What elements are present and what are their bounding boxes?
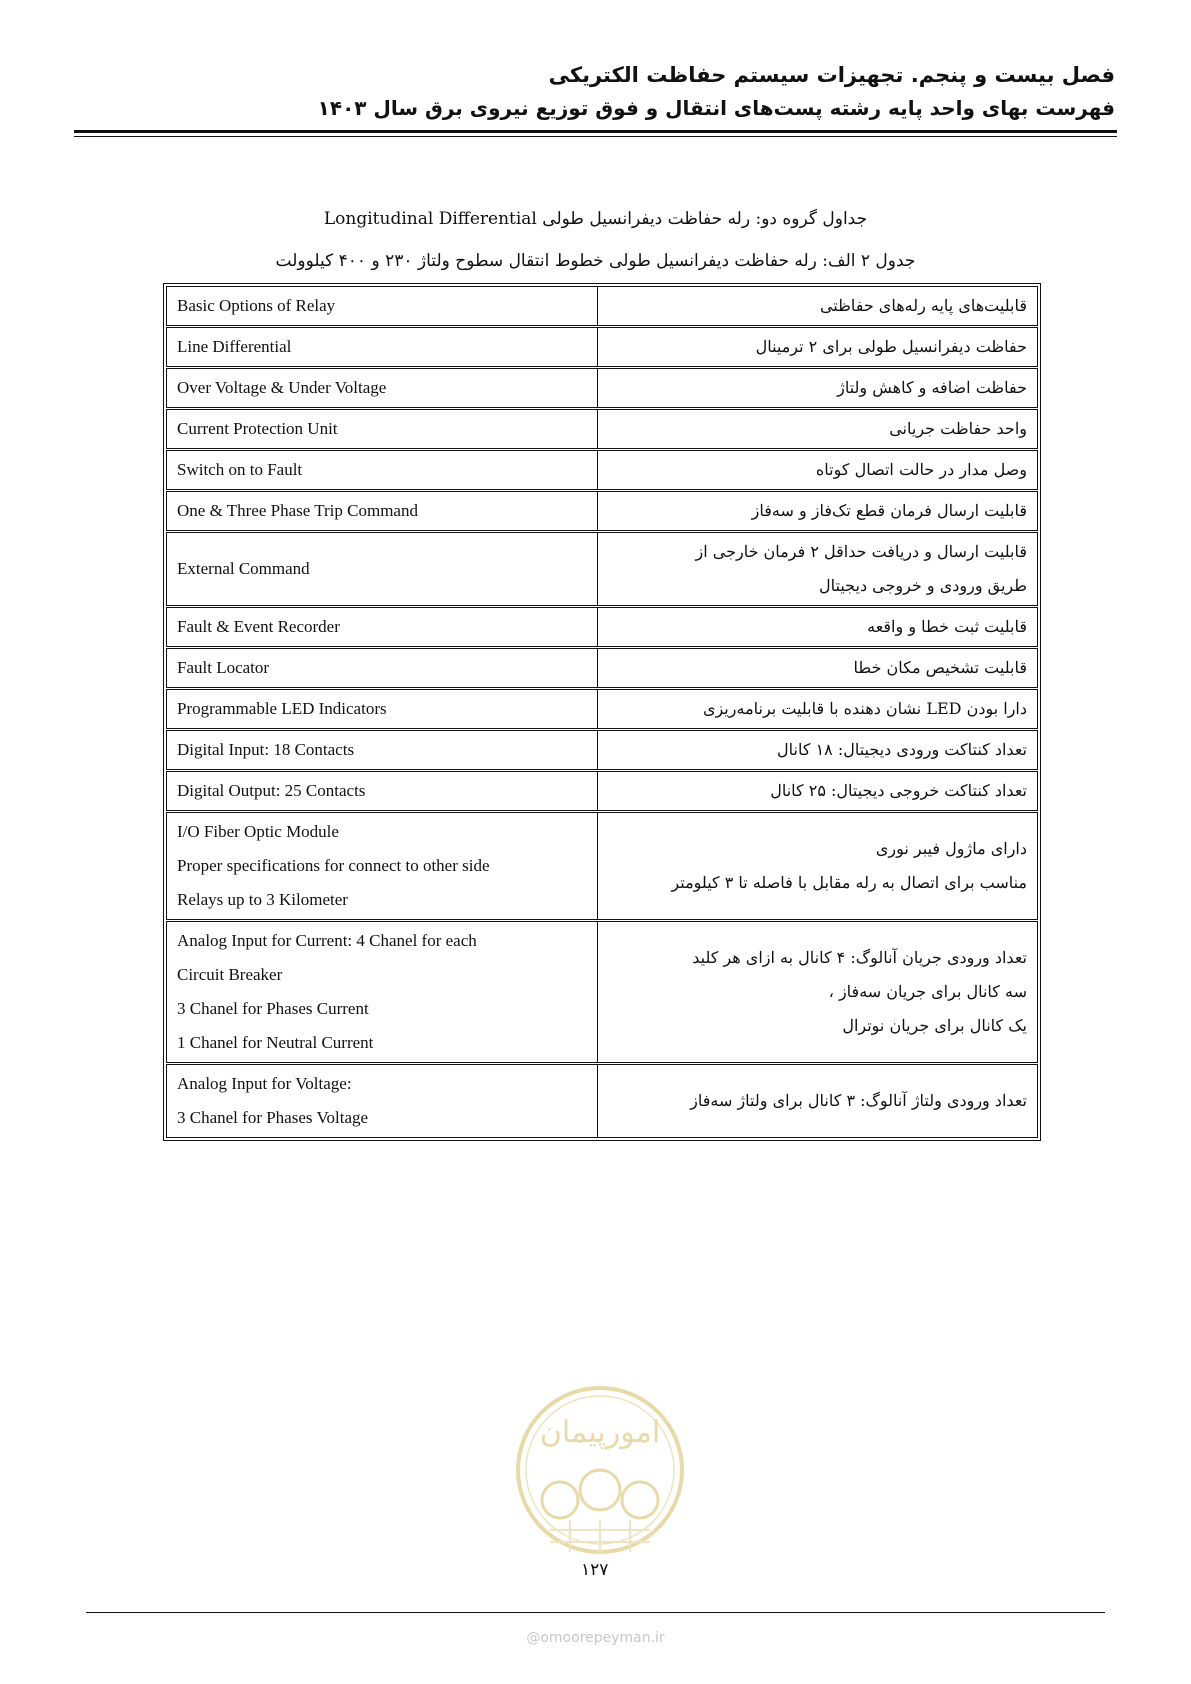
english-cell [167, 607, 598, 648]
english-text: Basic Options of Relay [177, 296, 336, 315]
persian-cell [598, 730, 1038, 771]
english-text: Proper specifications for connect to other side [177, 856, 490, 875]
persian-text: حفاظت اضافه و کاهش ولتاژ [837, 378, 1027, 397]
specs-table [166, 286, 1038, 1138]
table-row [167, 287, 1038, 327]
english-cell [167, 1064, 598, 1138]
persian-text: واحد حفاظت جریانی [889, 419, 1027, 438]
english-text: Analog Input for Current: 4 Chanel for each [177, 931, 477, 950]
english-text: Digital Input: 18 Contacts [177, 740, 355, 759]
table-row [167, 409, 1038, 450]
english-text: Analog Input for Voltage: [177, 1074, 352, 1093]
persian-text: طریق ورودی و خروجی دیجیتال [819, 576, 1027, 595]
persian-text: سه کانال برای جریان سه‌فاز ، [828, 982, 1027, 1001]
table-row [167, 648, 1038, 689]
english-text: Digital Output: 25 Contacts [177, 781, 366, 800]
table-row [167, 491, 1038, 532]
persian-text: تعداد کنتاکت ورودی دیجیتال: ۱۸ کانال [777, 740, 1027, 759]
english-cell [167, 921, 598, 1064]
persian-text: وصل مدار در حالت اتصال کوتاه [815, 460, 1027, 479]
header-rule-thin [74, 136, 1117, 137]
table-row [167, 812, 1038, 921]
english-cell [167, 327, 598, 368]
english-cell [167, 730, 598, 771]
english-cell [167, 771, 598, 812]
footer-rule [86, 1612, 1105, 1613]
english-text: Fault Locator [177, 658, 270, 677]
english-cell [167, 287, 598, 327]
persian-cell [598, 287, 1038, 327]
persian-cell [598, 607, 1038, 648]
english-cell [167, 409, 598, 450]
table-row [167, 730, 1038, 771]
english-text: 3 Chanel for Phases Current [177, 999, 369, 1018]
persian-cell [598, 491, 1038, 532]
english-text: I/O Fiber Optic Module [177, 822, 339, 841]
english-text: Switch on to Fault [177, 460, 303, 479]
english-text: Line Differential [177, 337, 292, 356]
persian-text: قابلیت ثبت خطا و واقعه [867, 617, 1027, 636]
document-title: فهرست بهای واحد پایه رشته پست‌های انتقال و فوق توزیع نیروی برق سال ۱۴۰۳ [317, 96, 1115, 120]
persian-cell [598, 1064, 1038, 1138]
english-text: Over Voltage & Under Voltage [177, 378, 387, 397]
english-text: External Command [177, 559, 310, 578]
persian-cell [598, 771, 1038, 812]
table-row [167, 689, 1038, 730]
english-text: Programmable LED Indicators [177, 699, 387, 718]
header-rule-thick [74, 130, 1117, 133]
table-row [167, 327, 1038, 368]
watermark-text: امورپیمان [539, 1415, 661, 1450]
english-cell [167, 689, 598, 730]
page-header [318, 58, 1115, 124]
english-text: 1 Chanel for Neutral Current [177, 1033, 374, 1052]
persian-cell [598, 648, 1038, 689]
persian-cell [598, 812, 1038, 921]
english-cell [167, 491, 598, 532]
table-row [167, 450, 1038, 491]
persian-text: تعداد کنتاکت خروجی دیجیتال: ۲۵ کانال [770, 781, 1027, 800]
persian-cell [598, 450, 1038, 491]
table-row [167, 771, 1038, 812]
table-row [167, 368, 1038, 409]
english-cell [167, 532, 598, 607]
english-text: Fault & Event Recorder [177, 617, 340, 636]
english-text: Circuit Breaker [177, 965, 283, 984]
table-caption: جدول ۲ الف: رله حفاظت دیفرانسیل طولی خطوط انتقال سطوح ولتاژ ۲۳۰ و ۴۰۰ کیلوولت [275, 251, 916, 271]
specs-table-frame [163, 283, 1041, 1141]
group-caption: جداول گروه دو: رله حفاظت دیفرانسیل طولی Longitudinal Differential [323, 209, 868, 229]
persian-text: یک کانال برای جریان نوترال [842, 1016, 1027, 1035]
persian-cell [598, 921, 1038, 1064]
table-row [167, 1064, 1038, 1138]
english-text: One & Three Phase Trip Command [177, 501, 418, 520]
persian-text: مناسب برای اتصال به رله مقابل با فاصله تا ۳ کیلومتر [671, 873, 1027, 892]
persian-cell [598, 409, 1038, 450]
table-row [167, 607, 1038, 648]
page-number: ۱۲۷ [575, 1560, 614, 1580]
persian-text: دارا بودن LED نشان دهنده با قابلیت برنامه‌ریزی [702, 699, 1027, 718]
english-cell [167, 368, 598, 409]
persian-text: دارای ماژول فیبر نوری [875, 839, 1027, 858]
persian-text: تعداد ورودی جریان آنالوگ: ۴ کانال به ازای هر کلید [692, 948, 1027, 967]
chapter-title: فصل بیست و پنجم. تجهیزات سیستم حفاظت الکتریکی [548, 63, 1115, 87]
english-text: Relays up to 3 Kilometer [177, 890, 348, 909]
english-cell [167, 450, 598, 491]
english-text: 3 Chanel for Phases Voltage [177, 1108, 369, 1127]
site-watermark: @omoorepeyman.ir [526, 1630, 665, 1646]
persian-cell [598, 327, 1038, 368]
persian-cell [598, 689, 1038, 730]
persian-text: قابلیت ارسال فرمان قطع تک‌فاز و سه‌فاز [751, 501, 1027, 520]
persian-cell [598, 368, 1038, 409]
english-cell [167, 648, 598, 689]
table-row [167, 921, 1038, 1064]
persian-text: حفاظت دیفرانسیل طولی برای ۲ ترمینال [755, 337, 1027, 356]
omoorepeyman-seal-watermark [510, 1380, 690, 1570]
persian-text: قابلیت ارسال و دریافت حداقل ۲ فرمان خارجی از [695, 542, 1027, 561]
persian-text: قابلیت تشخیص مکان خطا [853, 658, 1027, 677]
table-row [167, 532, 1038, 607]
persian-text: تعداد ورودی ولتاژ آنالوگ: ۳ کانال برای ولتاژ سه‌فاز [690, 1091, 1027, 1110]
persian-cell [598, 532, 1038, 607]
english-cell [167, 812, 598, 921]
persian-text: قابلیت‌های پایه رله‌های حفاظتی [819, 296, 1027, 315]
english-text: Current Protection Unit [177, 419, 338, 438]
